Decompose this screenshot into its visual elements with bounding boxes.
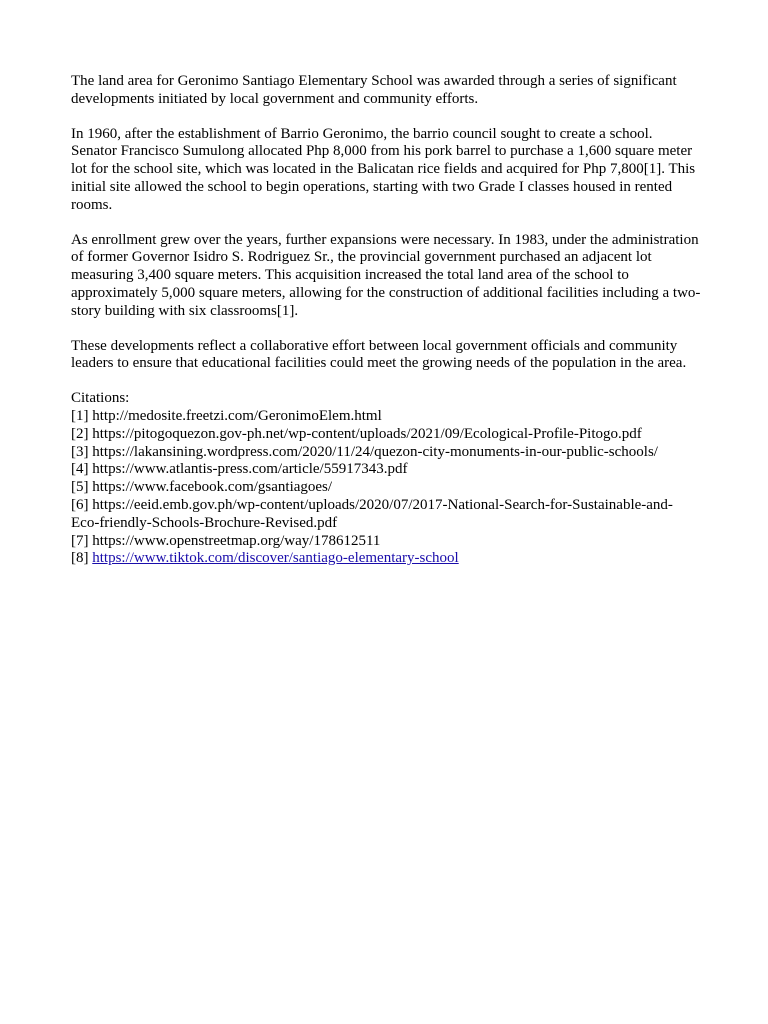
citation-marker: [1] bbox=[71, 407, 89, 424]
paragraph-1983: As enrollment grew over the years, further expansions were necessary. In 1983, under the administration of former Governor Isidro S. Rodriguez Sr., the provincial government purchased an adjacent lot measuring 3,400 square meters. This acquisition increased the total land area of the school to approximately 5,000 square meters, allowing for the construction of additional facilities including a two-story building with six classrooms[1]. bbox=[71, 231, 701, 319]
citation-item bbox=[71, 461, 701, 479]
citation-item bbox=[71, 479, 701, 497]
citation-item bbox=[71, 408, 701, 426]
document-body bbox=[71, 73, 701, 568]
citation-marker: [3] bbox=[71, 443, 89, 460]
citations-heading: Citations: bbox=[71, 390, 130, 407]
citation-url: https://lakansining.wordpress.com/2020/11/24/quezon-city-monuments-in-our-public-schools/ bbox=[92, 443, 658, 460]
citation-url: https://pitogoquezon.gov-ph.net/wp-content/uploads/2021/09/Ecological-Profile-Pitogo.pdf bbox=[92, 425, 642, 442]
citation-marker: [6] bbox=[71, 496, 89, 513]
citation-url: https://www.atlantis-press.com/article/55917343.pdf bbox=[92, 461, 408, 478]
paragraph-1960: In 1960, after the establishment of Barrio Geronimo, the barrio council sought to create a school. Senator Francisco Sumulong allocated Php 8,000 from his pork barrel to purchase a 1,600 square meter lot for the school site, which was located in the Balicatan rice fields and acquired for Php 7,800[1]. This initial site allowed the school to begin operations, starting with two Grade I classes housed in rented rooms. bbox=[71, 125, 696, 213]
citation-marker: [2] bbox=[71, 425, 89, 442]
citation-item bbox=[71, 533, 701, 551]
citation-url: http://medosite.freetzi.com/GeronimoElem.html bbox=[92, 407, 382, 424]
citation-url: https://www.facebook.com/gsantiagoes/ bbox=[92, 479, 333, 496]
citation-marker: [4] bbox=[71, 461, 89, 478]
citation-link-tiktok[interactable]: https://www.tiktok.com/discover/santiago-elementary-school bbox=[92, 550, 459, 567]
citation-marker: [5] bbox=[71, 479, 89, 496]
citation-url: https://eeid.emb.gov.ph/wp-content/uploads/2020/07/2017-National-Search-for-Sustainable-and-Eco-friendly-Schools-Brochure-Revised.pdf bbox=[71, 496, 673, 531]
citation-marker: [7] bbox=[71, 532, 89, 549]
citation-url: https://www.openstreetmap.org/way/178612511 bbox=[92, 532, 381, 549]
citation-item bbox=[71, 426, 701, 444]
citation-item bbox=[71, 497, 701, 533]
paragraph-intro: The land area for Geronimo Santiago Elementary School was awarded through a series of significant developments initiated by local government and community efforts. bbox=[71, 73, 677, 107]
citation-marker: [8] bbox=[71, 550, 89, 567]
citation-item bbox=[71, 444, 701, 462]
citation-item bbox=[71, 550, 701, 568]
citations-list bbox=[71, 390, 701, 568]
paragraph-conclusion: These developments reflect a collaborative effort between local government officials and community leaders to ensure that educational facilities could meet the growing needs of the population in the area. bbox=[71, 337, 687, 372]
